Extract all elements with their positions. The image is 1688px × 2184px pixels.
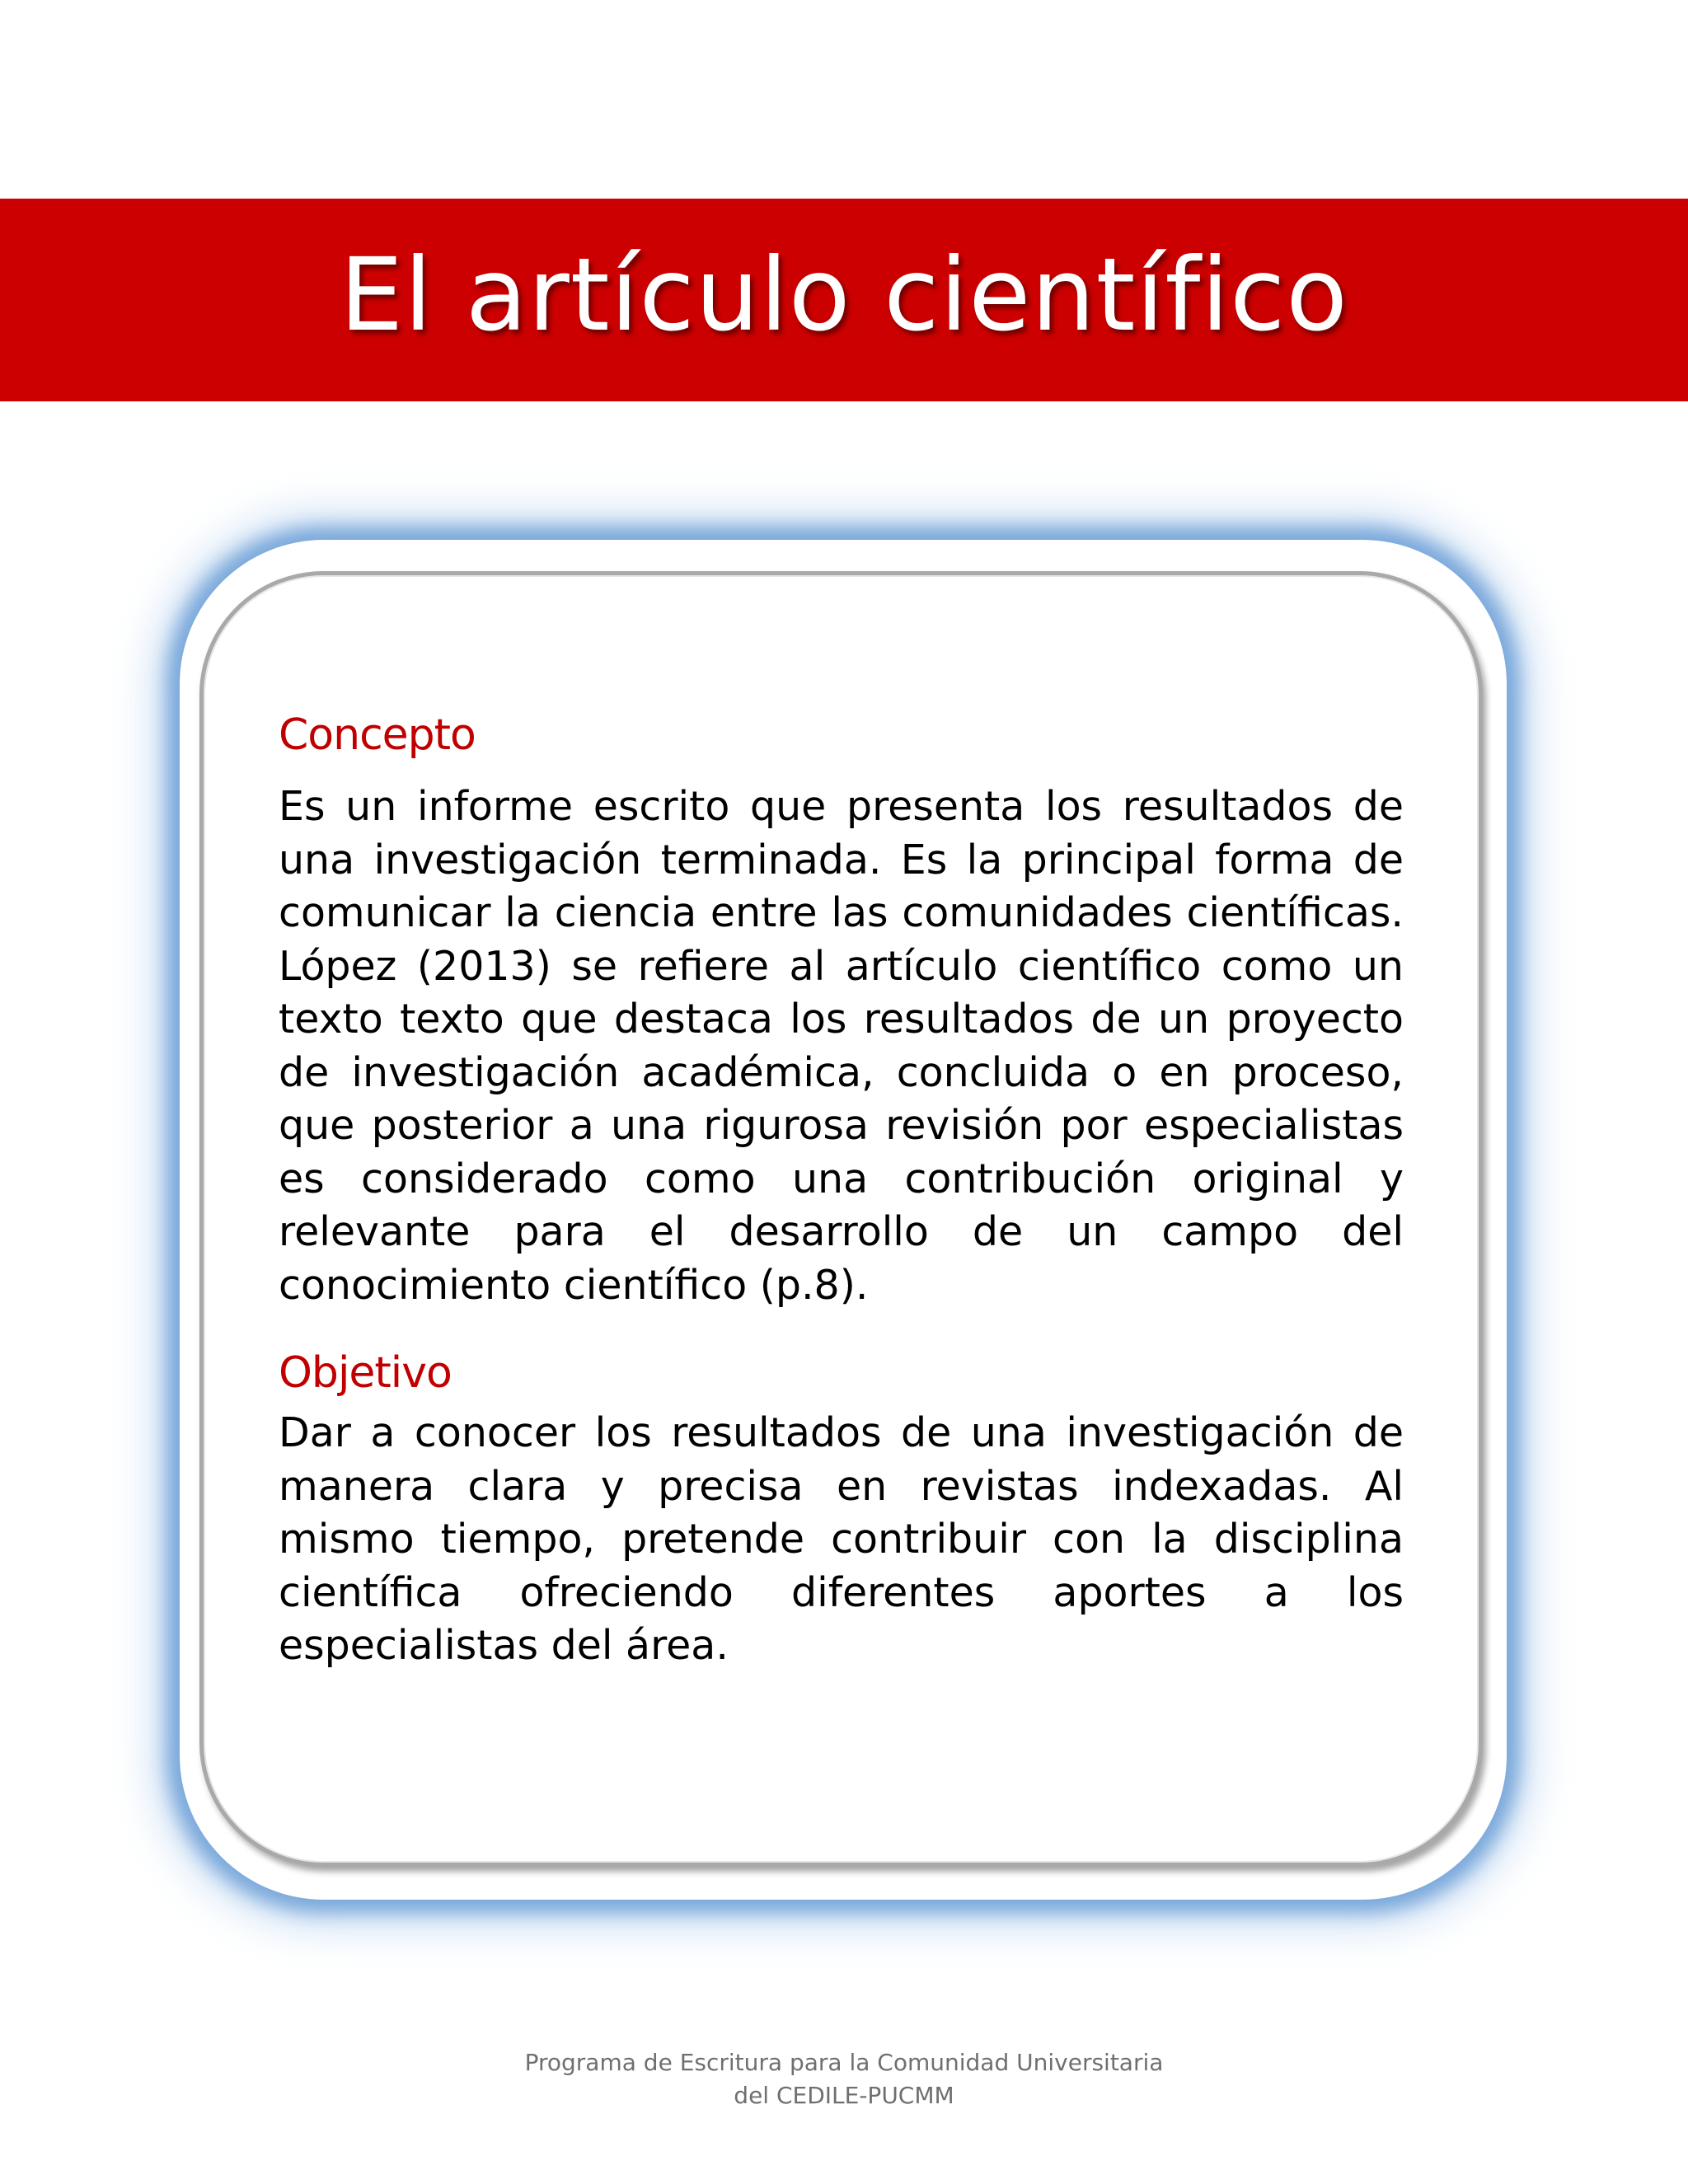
footer	[0, 2046, 1688, 2112]
objetivo-heading: Objetivo	[279, 1348, 452, 1398]
page-title: El artículo científico	[340, 237, 1348, 354]
card-content	[279, 709, 1404, 1673]
concepto-paragraph: Es un informe escrito que presenta los resultados de una investigación terminada. Es la principal forma de comunicar la ciencia entre las comunidades científicas. López (2013) se refiere al artículo científico como un texto texto que destaca los resultados de un proyecto de investigación académica, concluida o en proceso, que posterior a una rigurosa revisión por especialistas es considerado como una contribución original y relevante para el desarrollo de un campo del conocimiento científico (p.8).	[279, 783, 1404, 1309]
footer-line-1: Programa de Escritura para la Comunidad Universitaria	[524, 2049, 1164, 2076]
concepto-heading: Concepto	[279, 710, 476, 760]
objetivo-paragraph: Dar a conocer los resultados de una investigación de manera clara y precisa en revistas indexadas. Al mismo tiempo, pretende contribuir con la disciplina científica ofreciendo diferentes aportes a los especialistas del área.	[279, 1409, 1404, 1669]
title-banner	[0, 199, 1688, 401]
footer-line-2: del CEDILE-PUCMM	[734, 2082, 954, 2109]
